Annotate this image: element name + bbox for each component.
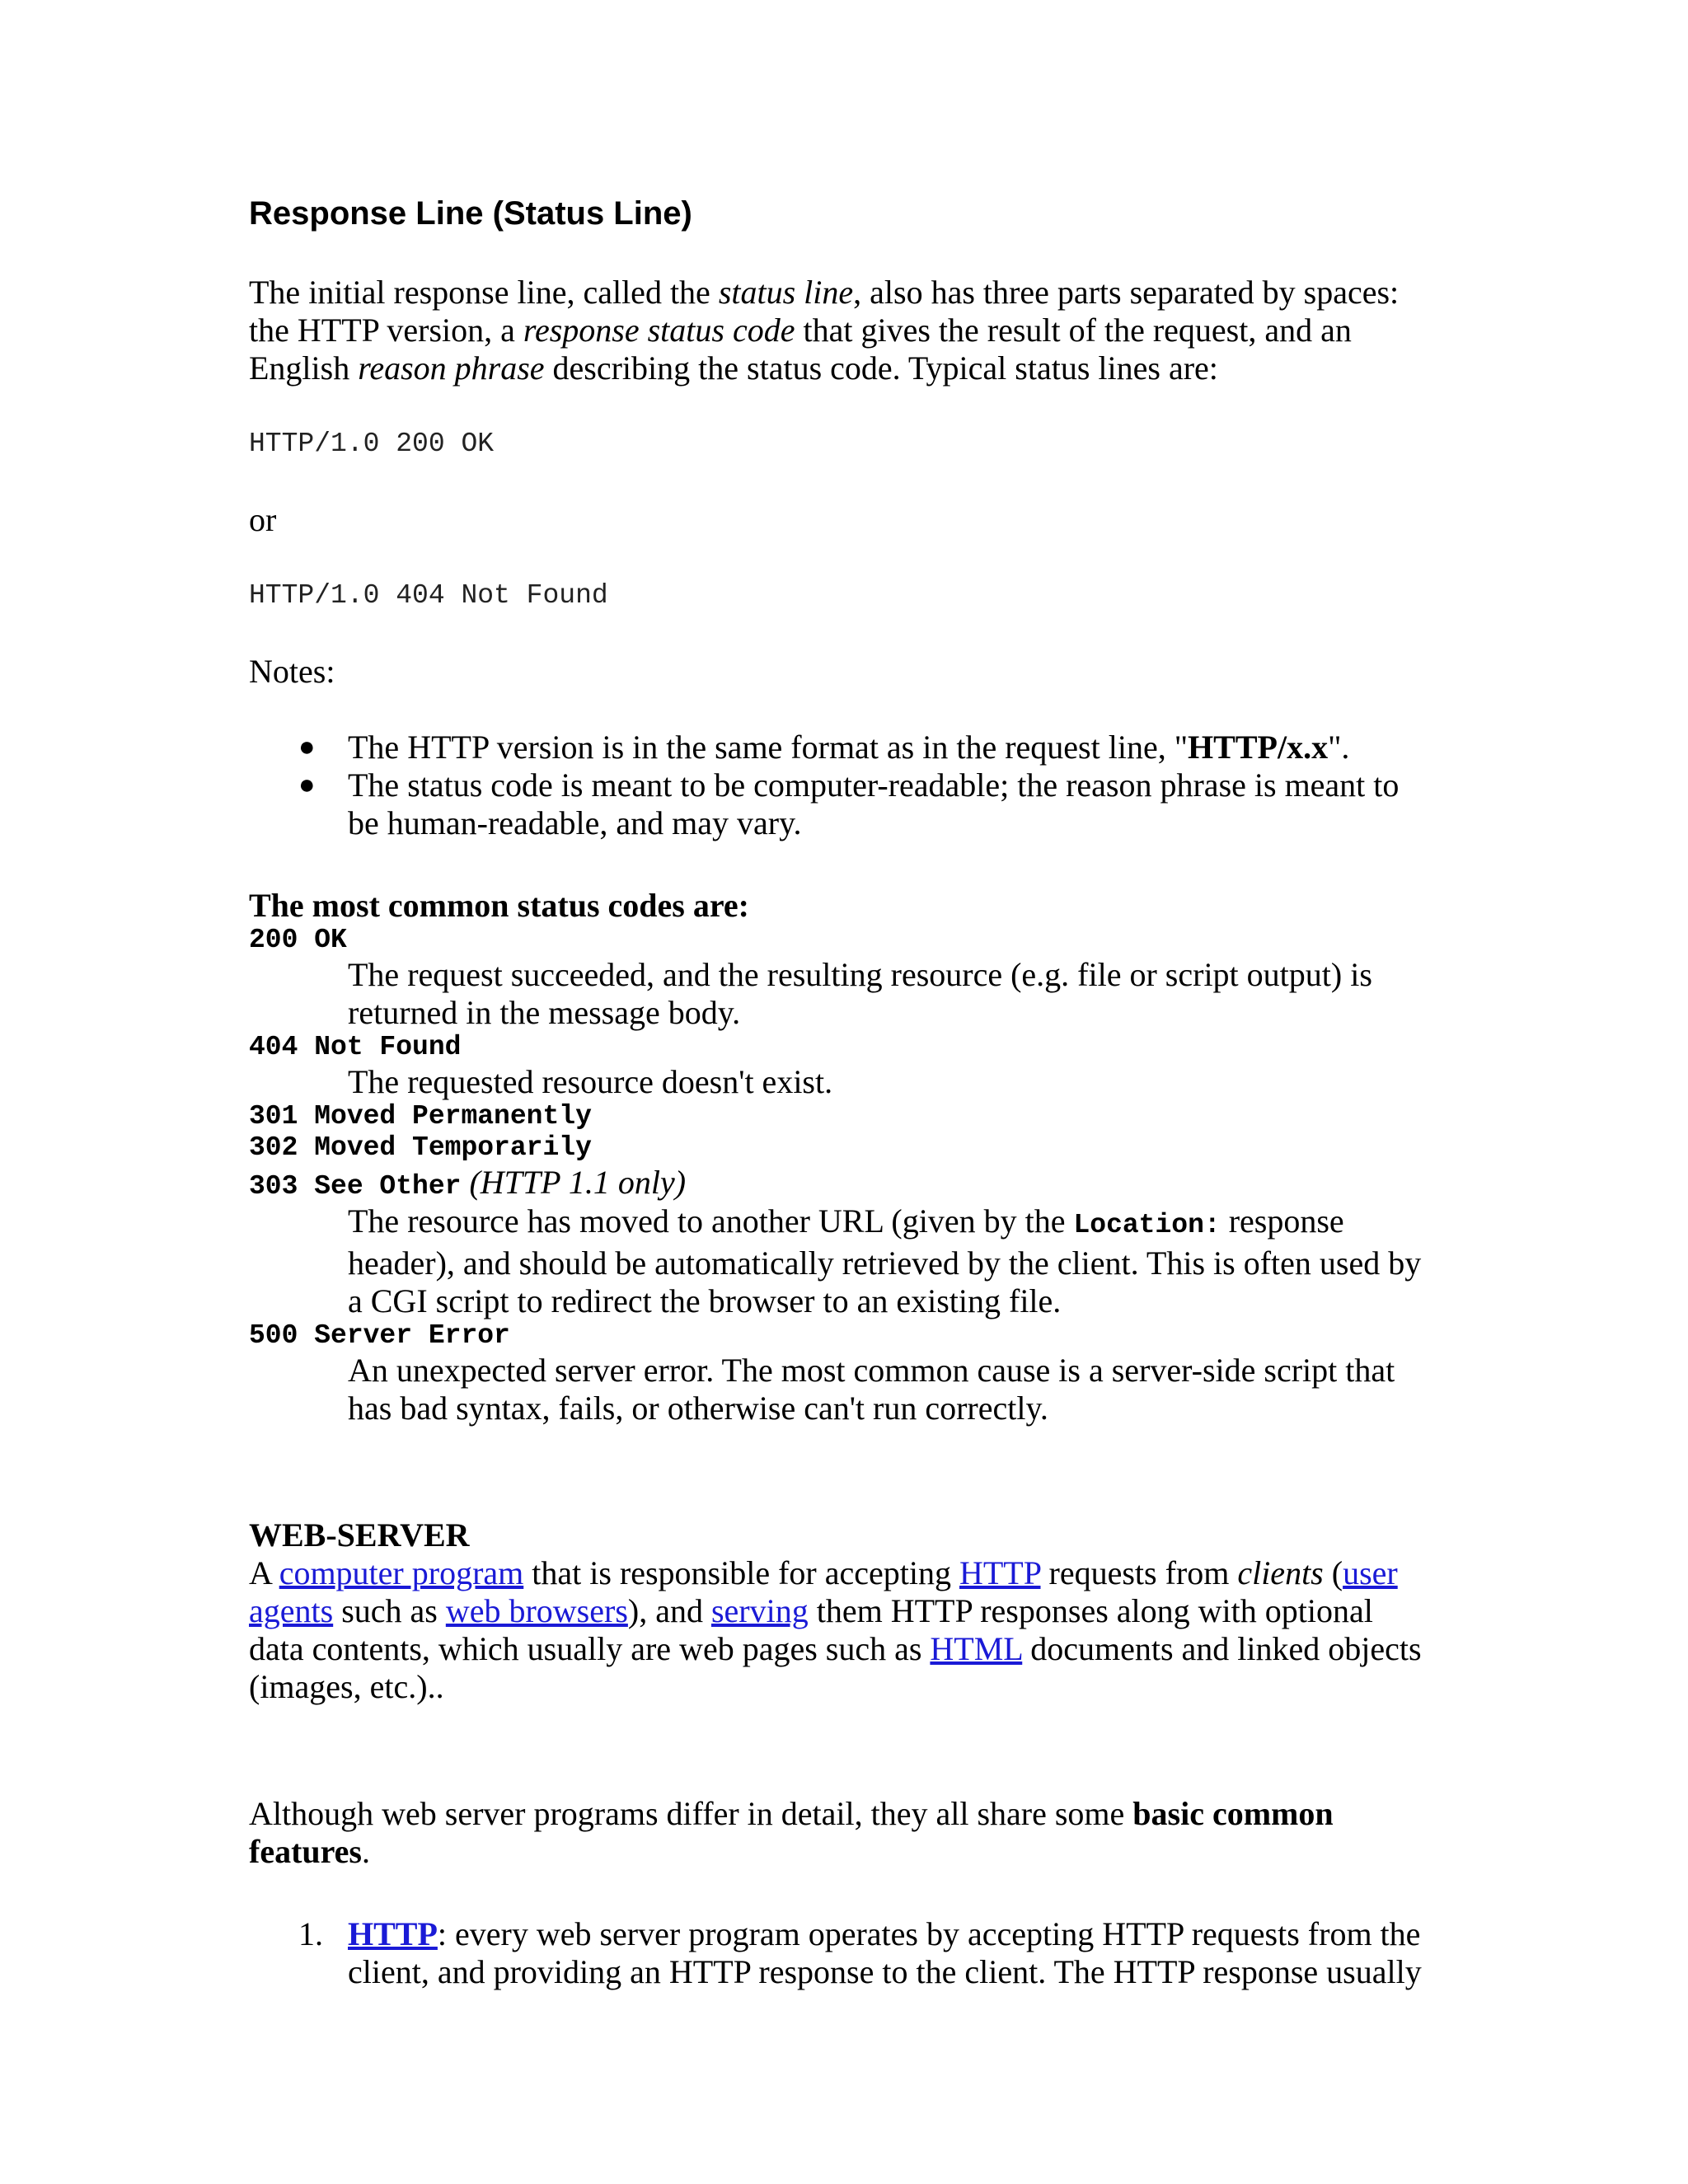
list-number: 1. <box>298 1915 323 1952</box>
webserver-title: WEB-SERVER <box>249 1516 470 1554</box>
example-status-line-1: HTTP/1.0 200 OK <box>249 429 495 459</box>
webserver-text-6: ), and <box>627 1592 711 1629</box>
feature-http-link[interactable]: HTTP <box>348 1915 438 1952</box>
status-code-200: 200 OK <box>249 925 347 955</box>
web-browsers-link[interactable]: web browsers <box>445 1592 628 1629</box>
user-agents-link[interactable]: user agents <box>249 1554 1398 1629</box>
status-code-303: 303 See Other <box>249 1171 462 1202</box>
http-link[interactable]: HTTP <box>959 1554 1041 1591</box>
intro-text-1: The initial response line, called the <box>249 274 719 311</box>
bullet-icon: ● <box>298 732 316 762</box>
response-status-code-term: response status code <box>523 312 795 349</box>
location-header-code: Location: <box>1073 1210 1221 1240</box>
status-code-404-desc: The requested resource doesn't exist. <box>348 1063 833 1100</box>
notes-list-item <box>249 766 1436 842</box>
status-line-term: status line <box>718 274 854 311</box>
note-1-text-a: The HTTP version is in the same format as in the request line, " <box>348 729 1189 766</box>
status-code-303-line <box>249 1164 1436 1202</box>
webserver-text-1: A <box>249 1554 279 1591</box>
intro-text-4: describing the status code. Typical status lines are: <box>544 349 1218 387</box>
computer-program-link[interactable]: computer program <box>279 1554 524 1591</box>
desc-30x-text-a: The resource has moved to another URL (given by the <box>348 1202 1074 1240</box>
webserver-text-5: such as <box>333 1592 446 1629</box>
feature-1-text: : every web server program operates by accepting HTTP requests from the client, and providing an HTTP response to the client. The HTTP response usually <box>348 1915 1422 1990</box>
document-content <box>249 194 1436 1991</box>
or-text: or <box>249 501 277 538</box>
reason-phrase-term: reason phrase <box>358 349 545 387</box>
example-status-line-2: HTTP/1.0 404 Not Found <box>249 580 608 611</box>
webserver-text-8: documents and linked objects (images, etc.).. <box>249 1630 1422 1705</box>
features-intro <box>249 1795 1436 1871</box>
status-code-500: 500 Server Error <box>249 1320 510 1351</box>
note-1-bold: HTTP/x.x <box>1188 729 1329 766</box>
page-title: Response Line (Status Line) <box>249 195 692 232</box>
serving-link[interactable]: serving <box>710 1592 809 1629</box>
intro-paragraph <box>249 274 1436 387</box>
webserver-text-4: ( <box>1323 1554 1343 1591</box>
status-code-404: 404 Not Found <box>249 1032 462 1062</box>
note-2-text: The status code is meant to be computer-readable; the reason phrase is meant to be human-readable, and may vary. <box>348 766 1400 841</box>
webserver-paragraph <box>249 1554 1436 1706</box>
status-code-303-note: (HTTP 1.1 only) <box>469 1164 687 1201</box>
desc-30x-text-b: response header), and should be automatically retrieved by the client. This is often used by a CGI script to redirect the browser to an existing file. <box>348 1202 1422 1319</box>
webserver-text-3: requests from <box>1040 1554 1238 1591</box>
status-code-302: 302 Moved Temporarily <box>249 1132 592 1163</box>
webserver-text-7: them HTTP responses along with optional data contents, which usually are web pages such as <box>249 1592 1373 1667</box>
status-code-200-desc: The request succeeded, and the resulting resource (e.g. file or script output) is returned in the message body. <box>348 956 1372 1031</box>
features-list <box>249 1915 1436 1991</box>
webserver-text-2: that is responsible for accepting <box>523 1554 959 1591</box>
bullet-icon: ● <box>298 770 316 800</box>
status-code-301: 301 Moved Permanently <box>249 1101 592 1132</box>
features-list-item <box>249 1915 1436 1991</box>
intro-text-2: , also has three parts separated by spaces: the HTTP version, a <box>249 274 1400 349</box>
features-intro-text-a: Although web server programs differ in detail, they all share some <box>249 1795 1133 1832</box>
notes-label: Notes: <box>249 653 335 690</box>
features-intro-text-b: . <box>362 1833 370 1870</box>
status-code-500-desc: An unexpected server error. The most common cause is a server-side script that has bad syntax, fails, or otherwise can't run correctly. <box>348 1352 1395 1427</box>
features-intro-bold: basic common features <box>249 1795 1334 1870</box>
intro-text-3: that gives the result of the request, and an English <box>249 312 1352 387</box>
codes-heading: The most common status codes are: <box>249 887 749 924</box>
notes-list-item <box>249 729 1436 766</box>
clients-term: clients <box>1237 1554 1324 1591</box>
html-link[interactable]: HTML <box>930 1630 1023 1667</box>
status-code-30x-desc <box>249 1202 1436 1320</box>
note-1-text-b: ". <box>1328 729 1350 766</box>
notes-list <box>249 729 1436 842</box>
